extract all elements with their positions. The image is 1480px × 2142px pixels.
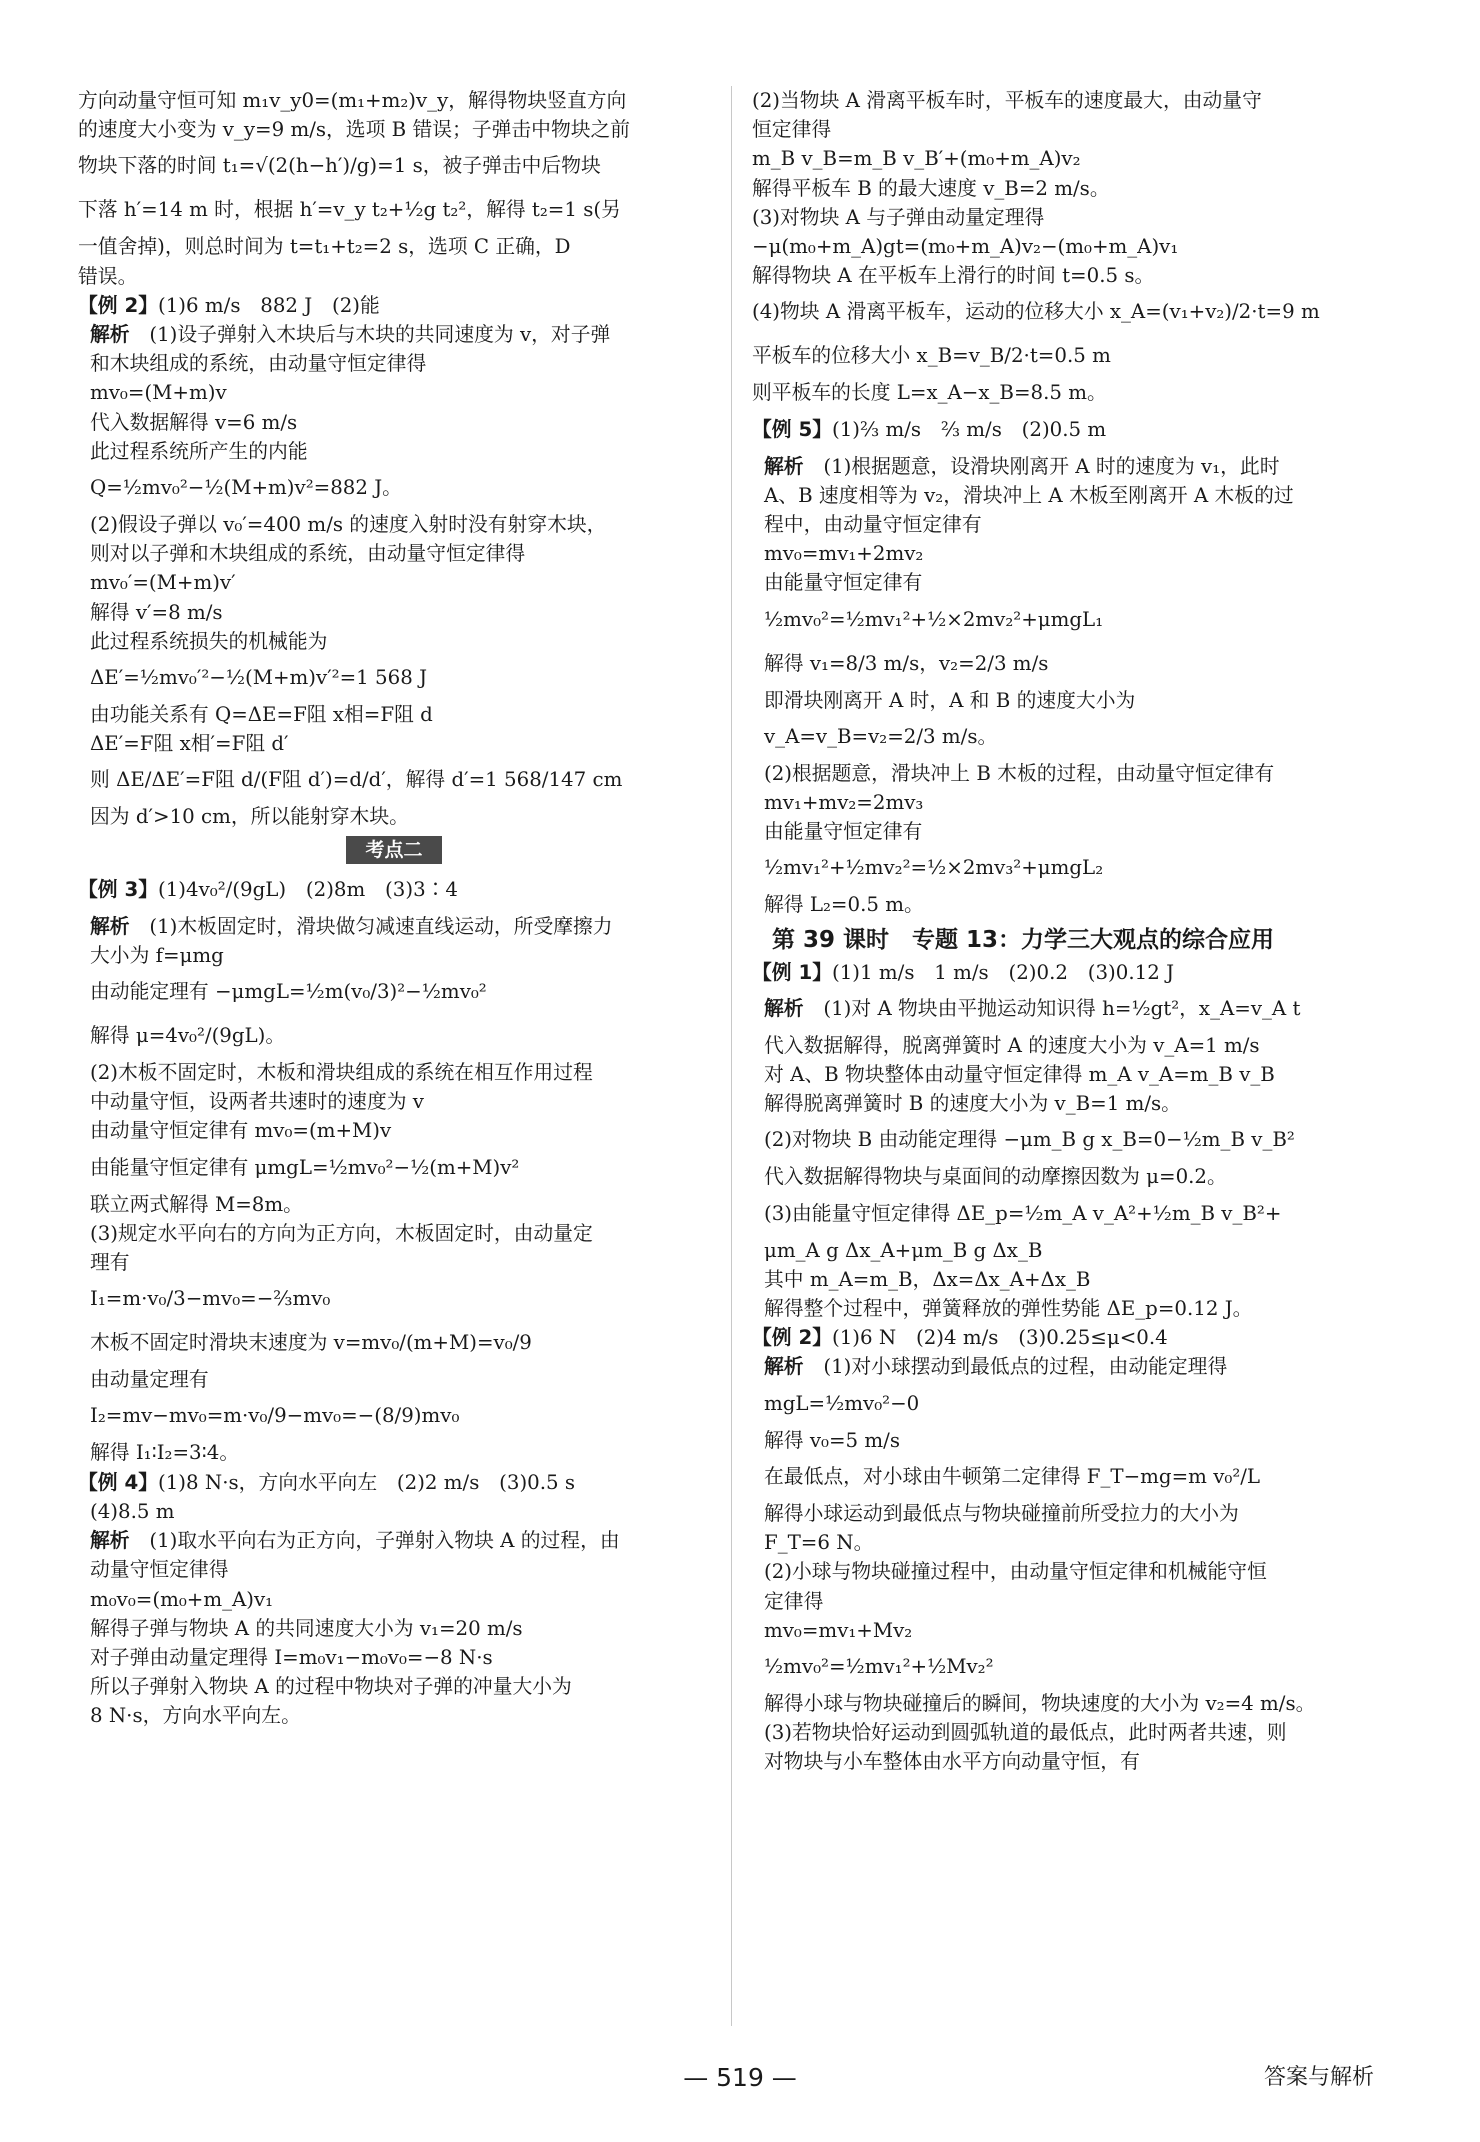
text-line [78, 868, 710, 912]
line-text: 解得小球与物块碰撞后的瞬间，物块速度的大小为 v₂=4 m/s。 [764, 1691, 1316, 1715]
text-line [78, 437, 710, 466]
column-divider [731, 86, 732, 2026]
text-line [752, 1060, 1384, 1089]
text-line [752, 890, 1384, 919]
line-text: 解得 v₁=8/3 m/s，v₂=2/3 m/s [764, 651, 1049, 675]
text-line [78, 378, 710, 407]
line-text: I₁=m·v₀/3−mv₀=−⅔mv₀ [90, 1287, 331, 1311]
text-line [752, 1616, 1384, 1645]
line-text: 此过程系统损失的机械能为 [90, 629, 328, 653]
line-text: (2)假设子弹以 v₀′=400 m/s 的速度入射时没有射穿木块， [90, 513, 607, 537]
line-text: mv₀=(M+m)v [90, 381, 227, 405]
text-line [78, 970, 710, 1014]
text-line [752, 290, 1384, 334]
text-line [752, 788, 1384, 817]
line-text: 中动量守恒，设两者共速时的速度为 v [90, 1090, 424, 1114]
line-text: 定律得 [764, 1589, 824, 1613]
line-text: 对 A、B 物块整体由动量守恒定律得 m_A v_A=m_B v_B [764, 1063, 1275, 1087]
text-line [752, 1192, 1384, 1236]
line-text: 解得整个过程中，弹簧释放的弹性势能 ΔE_p=0.12 J。 [764, 1297, 1253, 1321]
line-text: 和木块组成的系统，由动量守恒定律得 [90, 352, 427, 376]
text-line [78, 1014, 710, 1058]
lesson-heading: 第 39 课时 专题 13：力学三大观点的综合应用 [772, 926, 1275, 953]
line-text: 即滑块刚离开 A 时，A 和 B 的速度大小为 [764, 688, 1136, 712]
analysis-label: 解析 [764, 454, 804, 478]
line-text: 所以子弹射入物块 A 的过程中物块对子弹的冲量大小为 [90, 1675, 572, 1699]
analysis-label: 解析 [90, 914, 130, 938]
line-text: μm_A g Δx_A+μm_B g Δx_B [764, 1238, 1043, 1262]
example-tag: 【例 3】 [78, 877, 158, 901]
text-line [78, 1701, 710, 1730]
line-text: 则对以子弹和木块组成的系统，由动量守恒定律得 [90, 542, 526, 566]
line-text: (1)取水平向右为正方向，子弹射入物块 A 的过程，由 [149, 1529, 620, 1553]
line-text: 恒定律得 [752, 118, 832, 142]
line-text: (4)物块 A 滑离平板车，运动的位移大小 x_A=(v₁+v₂)/2·t=9 m [752, 300, 1320, 324]
line-text: 由动能定理有 −μmgL=½m(v₀/3)²−½mv₀² [90, 980, 487, 1004]
text-line [752, 539, 1384, 568]
text-line [78, 86, 710, 115]
text-line [78, 1672, 710, 1701]
line-text: 由动量守恒定律有 mv₀=(m+M)v [90, 1119, 392, 1143]
text-line [78, 1365, 710, 1394]
text-line [752, 1557, 1384, 1586]
text-line [78, 320, 710, 349]
line-text: 下落 h′=14 m 时，根据 h′=v_y t₂+½g t₂²，解得 t₂=1 s(另 [78, 198, 621, 222]
text-line [78, 1394, 710, 1438]
text-line [752, 408, 1384, 452]
line-text: mv₀=mv₁+2mv₂ [764, 542, 924, 566]
text-line [752, 1294, 1384, 1323]
analysis-label: 解析 [90, 323, 130, 347]
text-line [78, 1116, 710, 1145]
text-line [752, 1089, 1384, 1118]
line-text: (1)根据题意，设滑块刚离开 A 时的速度为 v₁，此时 [823, 454, 1280, 478]
line-text: mgL=½mv₀²−0 [764, 1391, 920, 1415]
text-line [752, 958, 1384, 987]
line-text: (1)⅔ m/s ⅔ m/s (2)0.5 m [832, 417, 1107, 441]
line-text: mv₀=mv₁+Mv₂ [764, 1618, 913, 1642]
text-line [78, 627, 710, 656]
text-line [752, 86, 1384, 115]
line-text: 因为 d′>10 cm，所以能射穿木块。 [90, 805, 409, 829]
text-line [752, 715, 1384, 759]
text-line [78, 1497, 710, 1526]
line-text: 解得 I₁∶I₂=3∶4。 [90, 1441, 240, 1465]
text-line [752, 1645, 1384, 1689]
page-footer [0, 2058, 1480, 2098]
line-text: ΔE′=F阻 x相′=F阻 d′ [90, 732, 289, 756]
text-line [752, 144, 1384, 173]
text-line [752, 846, 1384, 890]
text-line [78, 408, 710, 437]
line-text: 解得物块 A 在平板车上滑行的时间 t=0.5 s。 [752, 264, 1155, 288]
line-text: 此过程系统所产生的内能 [90, 439, 308, 463]
text-line [78, 115, 710, 144]
line-text: (4)8.5 m [90, 1499, 175, 1523]
line-text: 解得 v₀=5 m/s [764, 1428, 900, 1452]
line-text: 方向动量守恒可知 m₁v_y0=(m₁+m₂)v_y，解得物块竖直方向 [78, 89, 627, 112]
line-text: 木板不固定时滑块末速度为 v=mv₀/(m+M)=v₀/9 [90, 1331, 532, 1355]
text-line [752, 1528, 1384, 1557]
line-text: (3)若物块恰好运动到圆弧轨道的最低点，此时两者共速，则 [764, 1721, 1287, 1745]
text-line [752, 1747, 1384, 1776]
text-line [78, 1219, 710, 1248]
line-text: 由功能关系有 Q=ΔE=F阻 x相=F阻 d [90, 703, 433, 727]
line-text: (2)当物块 A 滑离平板车时，平板车的速度最大，由动量守 [752, 89, 1262, 112]
text-line [78, 700, 710, 729]
text-line [78, 349, 710, 378]
line-text: mv₀′=(M+m)v′ [90, 571, 236, 595]
line-text: 其中 m_A=m_B，Δx=Δx_A+Δx_B [764, 1267, 1091, 1291]
text-line [752, 203, 1384, 232]
text-line [752, 1162, 1384, 1191]
text-line [78, 941, 710, 970]
line-text: 则 ΔE/ΔE′=F阻 d/(F阻 d′)=d/d′，解得 d′=1 568/147 cm [90, 768, 623, 792]
line-text: (1)对 A 物块由平抛运动知识得 h=½gt²，x_A=v_A t [823, 996, 1301, 1020]
text-line [752, 1265, 1384, 1294]
text-line [752, 598, 1384, 642]
analysis-label: 解析 [764, 1355, 804, 1379]
text-line [78, 1248, 710, 1277]
text-line [78, 1555, 710, 1584]
text-line [78, 1190, 710, 1219]
right-column [752, 86, 1384, 1777]
text-line [752, 1426, 1384, 1455]
line-text: (1)6 N (2)4 m/s (3)0.25≤μ<0.4 [832, 1326, 1168, 1350]
line-text: 动量守恒定律得 [90, 1558, 229, 1582]
text-line [78, 1614, 710, 1643]
line-text: (3)对物块 A 与子弹由动量定理得 [752, 205, 1045, 229]
text-line [78, 1321, 710, 1365]
example-tag: 【例 1】 [752, 960, 832, 984]
line-text: ΔE′=½mv₀′²−½(M+m)v′²=1 568 J [90, 666, 428, 690]
line-text: 解得平板车 B 的最大速度 v_B=2 m/s。 [752, 176, 1110, 200]
text-line [78, 568, 710, 597]
text-line [752, 452, 1384, 481]
text-line [78, 466, 710, 510]
text-line [78, 1526, 710, 1555]
line-text: 代入数据解得，脱离弹簧时 A 的速度大小为 v_A=1 m/s [764, 1033, 1260, 1057]
text-line [752, 1718, 1384, 1747]
text-line [78, 1643, 710, 1672]
text-line [752, 481, 1384, 510]
text-line [752, 686, 1384, 715]
example-tag: 【例 4】 [78, 1470, 158, 1494]
text-line [78, 802, 710, 831]
text-line [752, 1352, 1384, 1381]
text-line [752, 261, 1384, 290]
text-line [752, 378, 1384, 407]
text-line [752, 759, 1384, 788]
text-line [78, 232, 710, 261]
line-text: 解得子弹与物块 A 的共同速度大小为 v₁=20 m/s [90, 1616, 523, 1640]
line-text: 解得 μ=4v₀²/(9gL)。 [90, 1024, 286, 1048]
line-text: 由动量定理有 [90, 1368, 209, 1392]
line-text: 对子弹由动量定理得 I=m₀v₁−m₀v₀=−8 N·s [90, 1645, 493, 1669]
text-line [78, 1277, 710, 1321]
line-text: 解得 L₂=0.5 m。 [764, 893, 924, 917]
text-line [752, 817, 1384, 846]
text-line [78, 1146, 710, 1190]
text-line [752, 1236, 1384, 1265]
line-text: 由能量守恒定律有 [764, 571, 923, 595]
line-text: −μ(m₀+m_A)gt=(m₀+m_A)v₂−(m₀+m_A)v₁ [752, 235, 1179, 259]
line-text: 由能量守恒定律有 [764, 820, 923, 844]
example-tag: 【例 2】 [78, 293, 158, 317]
line-text: 错误。 [78, 264, 138, 288]
line-text: (2)对物块 B 由动能定理得 −μm_B g x_B=0−½m_B v_B² [764, 1128, 1295, 1152]
line-text: mv₁+mv₂=2mv₃ [764, 791, 924, 815]
line-text: (1)4v₀²/(9gL) (2)8m (3)3∶4 [158, 877, 459, 901]
text-line [752, 1689, 1384, 1718]
text-line [78, 912, 710, 941]
left-column [78, 86, 710, 1731]
text-line [78, 1087, 710, 1116]
text-line [752, 1031, 1384, 1060]
example-tag: 【例 2】 [752, 1326, 832, 1350]
line-text: 解得小球运动到最低点与物块碰撞前所受拉力的大小为 [764, 1501, 1239, 1525]
line-text: 解得 v′=8 m/s [90, 600, 223, 624]
line-text: 的速度大小变为 v_y=9 m/s，选项 B 错误；子弹击中物块之前 [78, 118, 631, 142]
line-text: m₀v₀=(m₀+m_A)v₁ [90, 1587, 274, 1611]
line-text: (2)木板不固定时，木板和滑块组成的系统在相互作用过程 [90, 1061, 593, 1085]
line-text: 程中，由动量守恒定律有 [764, 513, 982, 537]
text-line [752, 1587, 1384, 1616]
line-text: (1)木板固定时，滑块做匀减速直线运动，所受摩擦力 [149, 914, 613, 938]
line-text: (3)规定水平向右的方向为正方向，木板固定时，由动量定 [90, 1221, 593, 1245]
line-text: 一值舍掉)，则总时间为 t=t₁+t₂=2 s，选项 C 正确，D [78, 235, 571, 259]
line-text: (1)1 m/s 1 m/s (2)0.2 (3)0.12 J [832, 960, 1175, 984]
line-text: (2)根据题意，滑块冲上 B 木板的过程，由动量守恒定律有 [764, 761, 1275, 785]
text-line [78, 1468, 710, 1497]
text-line [752, 1118, 1384, 1162]
line-text: 在最低点，对小球由牛顿第二定律得 F_T−mg=m v₀²/L [764, 1464, 1261, 1488]
text-line [78, 598, 710, 627]
text-line [752, 1382, 1384, 1426]
text-line [78, 539, 710, 568]
line-text: (1)6 m/s 882 J (2)能 [158, 293, 380, 317]
text-line [78, 262, 710, 291]
text-line [78, 144, 710, 188]
line-text: 大小为 f=μmg [90, 943, 224, 967]
text-line [78, 1438, 710, 1467]
line-text: 代入数据解得 v=6 m/s [90, 410, 298, 434]
text-line [752, 115, 1384, 144]
line-text: (1)8 N·s，方向水平向左 (2)2 m/s (3)0.5 s [158, 1470, 576, 1494]
analysis-label: 解析 [764, 996, 804, 1020]
line-text: 理有 [90, 1251, 130, 1275]
text-line [752, 232, 1384, 261]
line-text: (1)设子弹射入木块后与木块的共同速度为 v，对子弹 [149, 323, 611, 347]
text-line [78, 510, 710, 539]
line-text: (2)小球与物块碰撞过程中，由动量守恒定律和机械能守恒 [764, 1560, 1267, 1584]
line-text: Q=½mv₀²−½(M+m)v²=882 J。 [90, 476, 402, 500]
line-text: ½mv₁²+½mv₂²=½×2mv₃²+μmgL₂ [764, 856, 1104, 880]
text-line [752, 334, 1384, 378]
text-line [78, 1058, 710, 1087]
text-line [752, 1323, 1384, 1352]
text-line [752, 174, 1384, 203]
line-text: (1)对小球摆动到最低点的过程，由动能定理得 [823, 1355, 1228, 1379]
line-text: (3)由能量守恒定律得 ΔE_p=½m_A v_A²+½m_B v_B²+ [764, 1201, 1282, 1225]
line-text: 8 N·s，方向水平向左。 [90, 1704, 301, 1728]
line-text: ½mv₀²=½mv₁²+½Mv₂² [764, 1654, 994, 1678]
line-text: 代入数据解得物块与桌面间的动摩擦因数为 μ=0.2。 [764, 1165, 1227, 1189]
line-text: I₂=mv−mv₀=m·v₀/9−mv₀=−(8/9)mv₀ [90, 1404, 460, 1428]
line-text: 平板车的位移大小 x_B=v_B/2·t=0.5 m [752, 344, 1111, 368]
line-text: 物块下落的时间 t₁=√(2(h−h′)/g)=1 s，被子弹击中后物块 [78, 154, 601, 178]
text-line [752, 987, 1384, 1031]
text-line [752, 1455, 1384, 1499]
text-line [752, 568, 1384, 597]
text-line [752, 1499, 1384, 1528]
text-line [78, 1585, 710, 1614]
line-text: 解得脱离弹簧时 B 的速度大小为 v_B=1 m/s。 [764, 1092, 1181, 1116]
text-line [78, 188, 710, 232]
line-text: v_A=v_B=v₂=2/3 m/s。 [764, 724, 998, 748]
line-text: 由能量守恒定律有 μmgL=½mv₀²−½(m+M)v² [90, 1155, 520, 1179]
example-tag: 【例 5】 [752, 417, 832, 441]
section-banner: 考点二 [346, 836, 442, 864]
analysis-label: 解析 [90, 1529, 130, 1553]
line-text: ½mv₀²=½mv₁²+½×2mv₂²+μmgL₁ [764, 607, 1104, 631]
text-line [78, 758, 710, 802]
text-line [78, 656, 710, 700]
line-text: F_T=6 N。 [764, 1531, 874, 1555]
line-text: 对物块与小车整体由水平方向动量守恒，有 [764, 1750, 1140, 1774]
line-text: 则平板车的长度 L=x_A−x_B=8.5 m。 [752, 381, 1107, 405]
text-line [752, 510, 1384, 539]
text-line [752, 642, 1384, 686]
line-text: m_B v_B=m_B v_B′+(m₀+m_A)v₂ [752, 147, 1081, 171]
section-label: 答案与解析 [1263, 2065, 1374, 2090]
line-text: 联立两式解得 M=8m。 [90, 1192, 303, 1216]
text-line [78, 291, 710, 320]
page-number: — 519 — [683, 2063, 797, 2092]
line-text: A、B 速度相等为 v₂，滑块冲上 A 木板至刚离开 A 木板的过 [764, 483, 1294, 507]
text-line [78, 729, 710, 758]
